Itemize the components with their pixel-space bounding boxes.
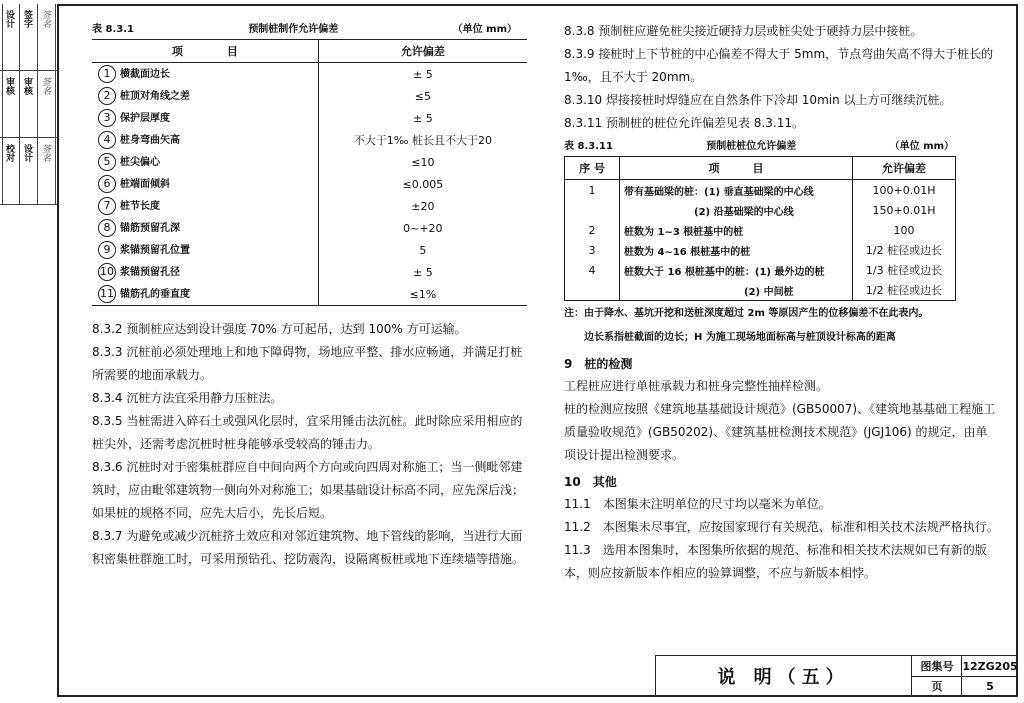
- section-9-title: 9 桩的检测: [564, 357, 633, 371]
- section-10-para-2: 11.2 本图集未尽事宜，应按国家现行有关规范、标准和相关技术法规严格执行。: [564, 520, 999, 534]
- table1-value: 0~+20: [318, 217, 527, 239]
- table1-row: [92, 107, 527, 129]
- para-8-3-9: 8.3.9 接桩时上下节桩的中心偏差不得大于 5mm，节点弯曲矢高不得大于桩长的 1‰，且不大于 20mm。: [564, 47, 994, 84]
- table2-row: [565, 240, 956, 260]
- table1-value: ± 5: [318, 63, 527, 86]
- table1-item-label: 桩尖偏心: [120, 157, 160, 168]
- atlas-no-value: 12ZG205: [961, 656, 1018, 677]
- para-8-3-4: 8.3.4 沉桩方法宜采用静力压桩法。: [92, 391, 283, 405]
- table1-caption-row: [92, 20, 527, 39]
- table2-no: [565, 280, 620, 301]
- table2-value: 100+0.01H: [853, 180, 956, 201]
- table1-item-label: 保护层厚度: [120, 113, 170, 124]
- table2-note-2: 边长系指桩截面的边长；H 为施工现场地面标高与桩顶设计标高的距离: [564, 332, 896, 343]
- table1-item-label: 横截面边长: [120, 69, 170, 80]
- signature-3: 签名: [40, 144, 50, 162]
- table2-item: 桩数大于 16 根桩基中的桩：(1) 最外边的桩: [620, 260, 853, 280]
- atlas-no-label: 图集号: [911, 656, 962, 677]
- strip-label-6: 设计: [22, 144, 32, 162]
- table1-item: [92, 151, 318, 173]
- strip-label-3: 校对: [4, 144, 14, 162]
- table2-item: (2) 中间桩: [620, 280, 853, 301]
- table1-title: 预制桩制作允许偏差: [248, 24, 339, 35]
- table1-item-label: 浆锚预留孔位置: [120, 245, 190, 256]
- table1-item: [92, 173, 318, 195]
- table1-item: [92, 107, 318, 129]
- table1-row: [92, 63, 527, 86]
- table1-row: [92, 283, 527, 306]
- table1-item-label: 桩端面倾斜: [120, 179, 170, 190]
- table2-no: 1: [588, 183, 596, 197]
- table1-item: [92, 195, 318, 217]
- circled-number: 6: [98, 175, 116, 193]
- left-paragraphs: [92, 318, 527, 571]
- sheet-title: 说 明（五）: [717, 667, 850, 688]
- table1-value: ± 5: [318, 261, 527, 283]
- circled-number: 1: [98, 65, 116, 83]
- para-8-3-7: 8.3.7 为避免或减少沉桩挤土效应和对邻近建筑物、地下管线的影响，当进行大面积密集桩群施工时，可采用预钻孔、挖防震沟，设隔离板桩或地下连续墙等措施。: [92, 529, 525, 566]
- section-9-para-2: 桩的检测应按照《建筑地基基础设计规范》(GB50007)、《建筑地基基础工程施工质量验收规范》(GB50202)、《建筑基桩检测技术规范》(JGJ106) 的规定，由单项设计提出检测要求。: [564, 402, 996, 462]
- table2-title: 预制桩桩位允许偏差: [706, 141, 797, 152]
- table1-item-label: 桩身弯曲矢高: [120, 135, 180, 146]
- table-prefab-pile-tolerance: [92, 39, 527, 306]
- table1-row: [92, 85, 527, 107]
- table1-row: [92, 151, 527, 173]
- strip-label-2: 审核: [4, 77, 14, 95]
- circled-number: 3: [98, 109, 116, 127]
- table2-header-no: 序 号: [565, 157, 620, 180]
- para-8-3-3: 8.3.3 沉桩前必须处理地上和地下障碍物，场地应平整、排水应畅通，并满足打桩所需要的地面承载力。: [92, 345, 523, 382]
- table2-value: 1/2 桩径或边长: [853, 240, 956, 260]
- table2-value: 1/3 桩径或边长: [853, 260, 956, 280]
- table2-caption-row: [564, 137, 964, 156]
- table1-item: [92, 217, 318, 239]
- table2-header-value: 允许偏差: [853, 157, 956, 180]
- circled-number: 11: [98, 285, 116, 303]
- title-block: [655, 655, 1017, 696]
- table1-item-label: 桩节长度: [120, 201, 160, 212]
- table1-value: ≤5: [318, 85, 527, 107]
- table2-row: [565, 220, 956, 240]
- para-8-3-8: 8.3.8 预制桩应避免桩尖接近硬持力层或桩尖处于硬持力层中接桩。: [564, 24, 923, 38]
- table1-unit: （单位 mm）: [452, 24, 517, 35]
- section-10-para-1: 11.1 本图集未注明单位的尺寸均以毫米为单位。: [564, 497, 831, 511]
- para-8-3-6: 8.3.6 沉桩时对于密集桩群应自中间向两个方向或向四周对称施工；当一侧毗邻建筑时，应由毗邻建筑物一侧向外对称施工；如果基础设计标高不同，应先深后浅；如果桩的规格不同，应先大后小，先长后短。: [92, 460, 525, 520]
- table1-item-label: 桩顶对角线之差: [120, 91, 190, 102]
- circled-number: 7: [98, 197, 116, 215]
- table1-value: ≤1%: [318, 283, 527, 306]
- table1-row: [92, 261, 527, 283]
- table1-row: [92, 217, 527, 239]
- strip-label-1: 设计: [4, 10, 14, 28]
- circled-number: 9: [98, 241, 116, 259]
- table1-item-label: 浆锚预留孔径: [120, 267, 180, 278]
- table2-item: 桩数为 4~16 根桩基中的桩: [620, 240, 853, 260]
- circled-number: 5: [98, 153, 116, 171]
- signature-1: 签名: [40, 10, 50, 28]
- table1-value: 5: [318, 239, 527, 261]
- section-10-para-3: 11.3 选用本图集时，本图集所依据的规范、标准和相关技术法规如已有新的版本，则应按新版本作相应的验算调整，不应与新版本相悖。: [564, 543, 987, 580]
- strip-label-5: 审核: [22, 77, 32, 95]
- section-10-title: 10 其他: [564, 475, 617, 489]
- para-8-3-10: 8.3.10 焊接接桩时焊缝应在自然条件下冷却 10min 以上方可继续沉桩。: [564, 93, 952, 107]
- table2-number: 表 8.3.11: [564, 141, 613, 152]
- table1-header-item: 项 目: [92, 40, 318, 63]
- signature-2: 签名: [40, 77, 50, 95]
- table2-note-1: 注：由于降水、基坑开挖和送桩深度超过 2m 等原因产生的位移偏差不在此表内。: [564, 308, 929, 319]
- table1-item: [92, 239, 318, 261]
- table2-row: [565, 280, 956, 301]
- table1-item: [92, 283, 318, 306]
- table2-unit: （单位 mm）: [889, 141, 954, 152]
- table1-item: [92, 63, 318, 86]
- table2-no: [565, 200, 620, 220]
- table2-no: 4: [588, 263, 596, 277]
- table1-item-label: 锚筋预留孔深: [120, 223, 180, 234]
- left-column: [92, 20, 527, 571]
- table2-no: 3: [588, 243, 596, 257]
- table1-row: [92, 195, 527, 217]
- table1-row: [92, 239, 527, 261]
- table1-row: [92, 173, 527, 195]
- table2-row: [565, 200, 956, 220]
- table-pile-position-tolerance: [564, 156, 956, 301]
- table1-item: [92, 261, 318, 283]
- table2-item: (2) 沿基础梁的中心线: [620, 200, 853, 220]
- table1-value: ± 5: [318, 107, 527, 129]
- table1-row: [92, 129, 527, 151]
- table1-number: 表 8.3.1: [92, 24, 134, 35]
- table2-no: 2: [588, 223, 596, 237]
- table2-value: 150+0.01H: [853, 200, 956, 220]
- table1-item: [92, 129, 318, 151]
- para-8-3-5: 8.3.5 当桩需进入碎石土或强风化层时，宜采用锤击法沉桩。此时除应采用相应的桩尖外，还需考虑沉桩时桩身能够承受较高的锤击力。: [92, 414, 523, 451]
- strip-label-4: 签字: [22, 10, 32, 28]
- table2-row: [565, 260, 956, 280]
- table1-value: ≤10: [318, 151, 527, 173]
- table2-item: 带有基础梁的桩：(1) 垂直基础梁的中心线: [620, 180, 853, 201]
- page-number: 5: [961, 676, 1018, 696]
- table1-item-label: 锚筋孔的垂直度: [120, 289, 190, 300]
- circled-number: 8: [98, 219, 116, 237]
- para-8-3-11: 8.3.11 预制桩的桩位允许偏差见表 8.3.11。: [564, 116, 804, 130]
- circled-number: 2: [98, 87, 116, 105]
- table2-item: 桩数为 1~3 根桩基中的桩: [620, 220, 853, 240]
- table1-value: ±20: [318, 195, 527, 217]
- section-9-para-1: 工程桩应进行单桩承载力和桩身完整性抽样检测。: [564, 379, 829, 393]
- table2-value: 100: [853, 220, 956, 240]
- table1-value: 不大于1‰ 桩长且不大于20: [318, 129, 527, 151]
- para-8-3-2: 8.3.2 预制桩应达到设计强度 70% 方可起吊，达到 100% 方可运输。: [92, 322, 467, 336]
- right-column: [564, 20, 999, 585]
- table2-row: [565, 180, 956, 201]
- circled-number: 10: [98, 263, 116, 281]
- page-label: 页: [911, 676, 962, 696]
- table2-header-item: 项 目: [620, 157, 853, 180]
- table2-value: 1/2 桩径或边长: [853, 280, 956, 301]
- circled-number: 4: [98, 131, 116, 149]
- signature-strip: [0, 4, 57, 204]
- table1-header-value: 允许偏差: [318, 40, 527, 63]
- table1-value: ≤0.005: [318, 173, 527, 195]
- table1-item: [92, 85, 318, 107]
